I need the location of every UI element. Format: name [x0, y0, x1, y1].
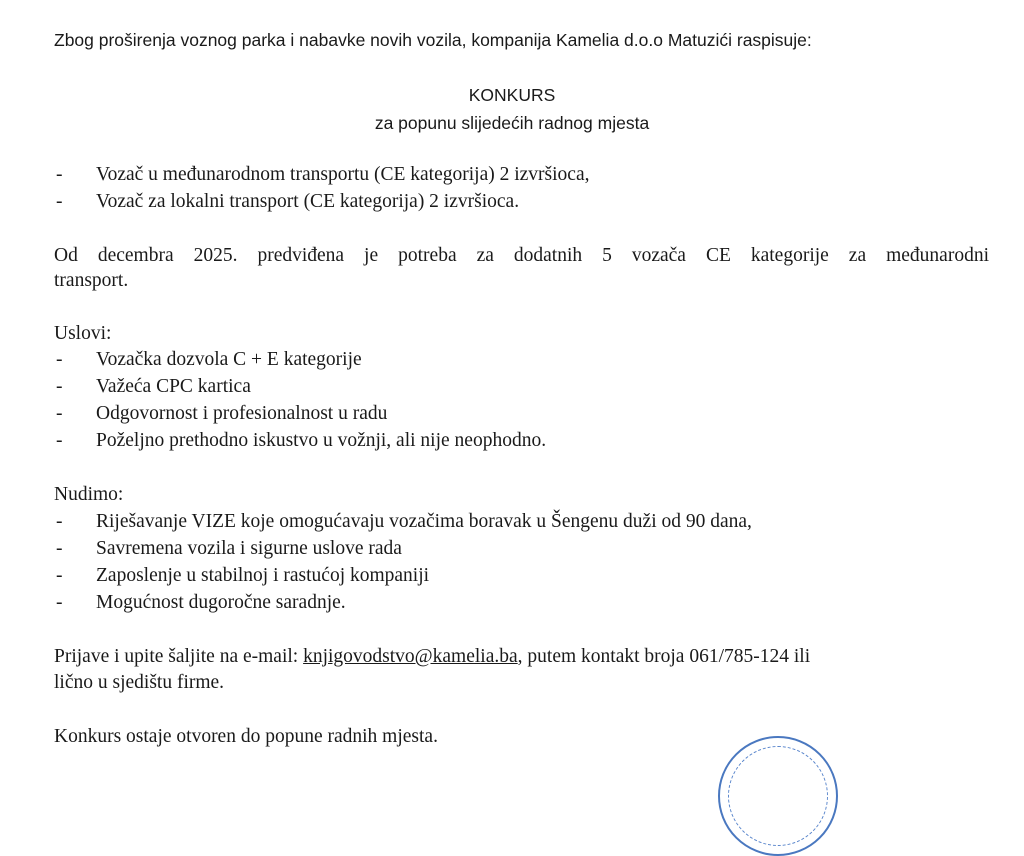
intro-text: Zbog proširenja voznog parka i nabavke novih vozila, kompanija Kamelia d.o.o Matuzići raspisuje: — [54, 30, 812, 50]
list-bullet: - — [56, 538, 63, 559]
forecast-line-2: transport. — [54, 270, 129, 291]
contact-suffix: , putem kontakt broja 061/785-124 ili — [517, 646, 811, 667]
forecast-line-1: Od decembra 2025. predviđena je potreba za dodatnih 5 vozača CE kategorije za međunarodni — [54, 245, 989, 266]
email-link[interactable]: knjigovodstvo@kamelia.ba — [303, 646, 518, 667]
list-bullet: - — [56, 376, 63, 397]
company-stamp — [718, 736, 838, 856]
heading-title: KONKURS — [468, 85, 556, 105]
heading-subtitle: za popunu slijedećih radnog mjesta — [374, 113, 650, 133]
contact-line-1 — [54, 644, 810, 670]
offer-label: Nudimo: — [54, 484, 124, 505]
offer-text: Savremena vozila i sigurne uslove rada — [96, 538, 402, 559]
condition-text: Odgovornost i profesionalnost u radu — [96, 403, 388, 424]
list-bullet: - — [56, 430, 63, 451]
condition-text: Vozačka dozvola C + E kategorije — [96, 349, 362, 370]
contact-line-2: lično u sjedištu firme. — [54, 672, 225, 693]
position-text: Vozač za lokalni transport (CE kategorija) 2 izvršioca. — [96, 191, 520, 212]
offer-text: Zaposlenje u stabilnoj i rastućoj kompaniji — [96, 565, 430, 586]
list-bullet: - — [56, 511, 63, 532]
offer-text: Riješavanje VIZE koje omogućavaju vozačima boravak u Šengenu duži od 90 dana, — [96, 511, 752, 532]
list-bullet: - — [56, 592, 63, 613]
list-bullet: - — [56, 191, 63, 212]
list-bullet: - — [56, 565, 63, 586]
conditions-label: Uslovi: — [54, 323, 112, 344]
closing-text: Konkurs ostaje otvoren do popune radnih mjesta. — [54, 726, 438, 747]
stamp-inner-ring — [728, 746, 828, 846]
list-bullet: - — [56, 164, 63, 185]
offer-text: Mogućnost dugoročne saradnje. — [96, 592, 346, 613]
list-bullet: - — [56, 403, 63, 424]
condition-text: Poželjno prethodno iskustvo u vožnji, ali nije neophodno. — [96, 430, 547, 451]
position-text: Vozač u međunarodnom transportu (CE kategorija) 2 izvršioca, — [96, 164, 590, 185]
contact-prefix: Prijave i upite šaljite na e-mail: — [54, 646, 304, 667]
list-bullet: - — [56, 349, 63, 370]
condition-text: Važeća CPC kartica — [96, 376, 251, 397]
